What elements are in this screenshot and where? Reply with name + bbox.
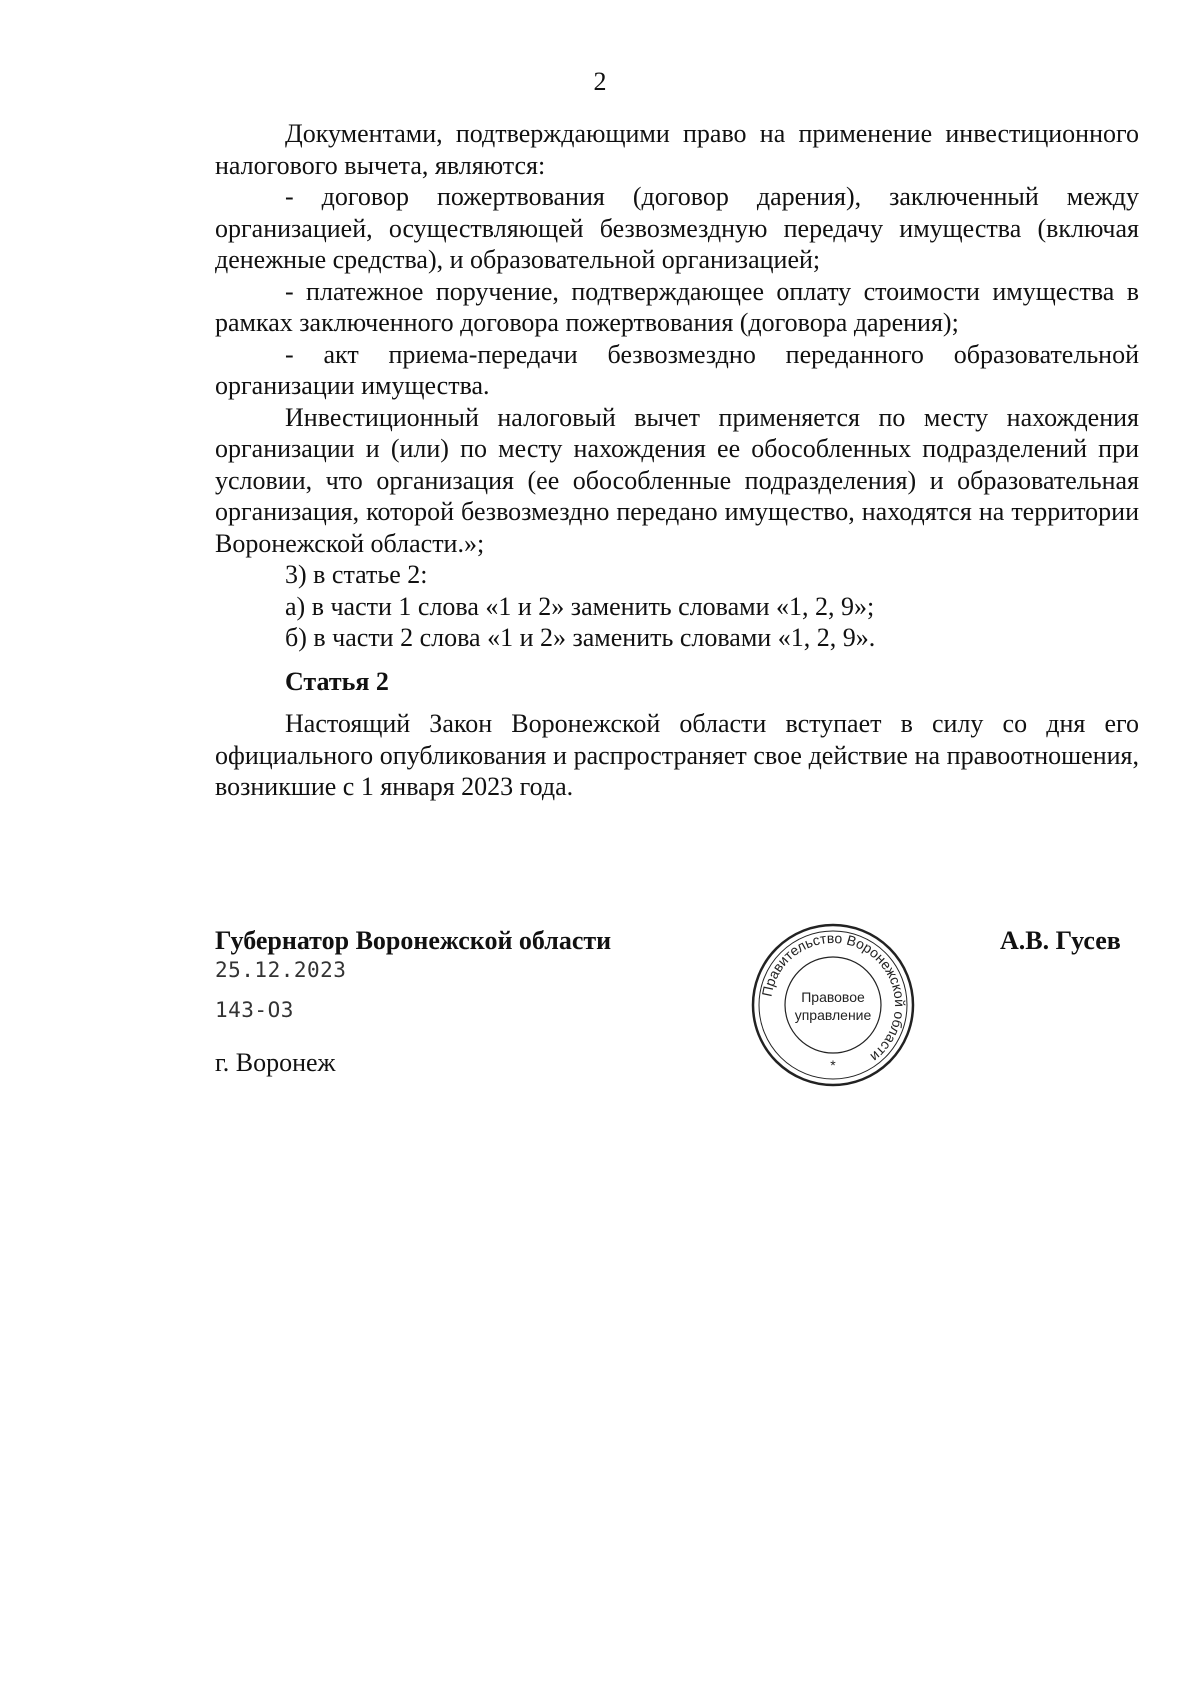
signing-city: г. Воронеж [215,1048,336,1077]
stamp-graphic [748,920,918,1090]
paragraph-donation-contract: - договор пожертвования (договор дарения), заключенный между организацией, осуществляющей безвозмездную передачу имущества (включая денежные средства), и образовательной организацией; [215,182,1139,274]
paragraph-article2-amend: 3) в статье 2: [285,560,428,589]
page-number: 2 [593,67,607,96]
stamp-center-line1: Правовое [801,989,865,1005]
paragraph-payment-order: - платежное поручение, подтверждающее оплату стоимости имущества в рамках заключенного договора пожертвования (договора дарения); [215,276,1139,337]
stamp-ring-text: Правительство Воронежской области [758,929,909,1066]
document-body [215,118,1139,803]
stamp-center-line2: управление [794,1007,872,1023]
paragraph-documents-intro: Документами, подтверждающими право на применение инвестиционного налогового вычета, являются: [215,119,1139,180]
paragraph-entry-into-force: Настоящий Закон Воронежской области вступает в силу со дня его официального опубликования и распространяет свое действие на правоотношения, возникшие с 1 января 2023 года. [215,709,1139,801]
governor-title: Губернатор Воронежской области [215,926,612,955]
paragraph-part1-amend: а) в части 1 слова «1 и 2» заменить словами «1, 2, 9»; [285,591,875,621]
signature-block [215,925,611,1079]
article-heading: Статья 2 [285,666,389,696]
signing-date: 25.12.2023 [215,958,347,982]
stamp-star: * [830,1057,836,1073]
law-number: 143-ОЗ [215,998,294,1022]
paragraph-part2-amend: б) в части 2 слова «1 и 2» заменить словами «1, 2, 9». [285,623,876,652]
signatory-name: А.В. Гусев [1000,926,1121,955]
paragraph-deduction-location: Инвестиционный налоговый вычет применяется по месту нахождения организации и (или) по месту нахождения ее обособленных подразделений при условии, что организация (ее обособленные подразделения) и образовательная организация, которой безвозмездно передано имущество, находятся на территории Воронежской области.»; [215,402,1139,558]
official-stamp [748,920,918,1090]
paragraph-transfer-act: - акт приема-передачи безвозмездно переданного образовательной организации имущества. [215,339,1139,400]
